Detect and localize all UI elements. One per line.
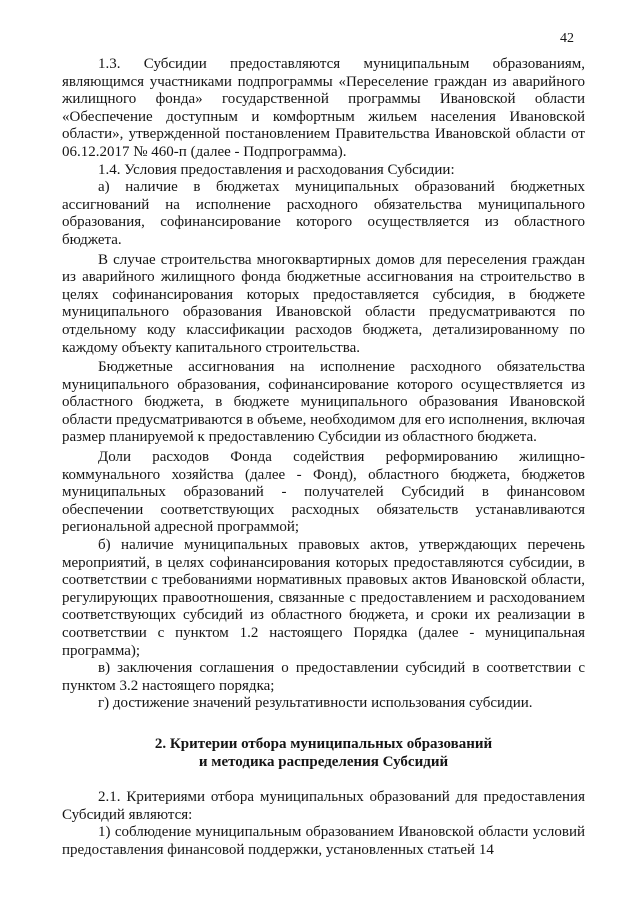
section-2-heading-line-1: 2. Критерии отбора муниципальных образований bbox=[154, 735, 493, 752]
paragraph-1-4-g: г) достижение значений результативности использования субсидии. bbox=[98, 695, 533, 712]
paragraph-budget-assignments: Бюджетные ассигнования на исполнение расходного обязательства муниципального образования, софинансирование которого осуществляется из областного бюджета, в бюджете муниципального образования Ивановской области предусматриваются в объеме, необходимом для его исполнения, включая размер планируемой к предоставлению Субсидии из областного бюджета. bbox=[62, 359, 585, 446]
paragraph-1-4: 1.4. Условия предоставления и расходования Субсидии: bbox=[98, 161, 455, 178]
page-number: 42 bbox=[560, 31, 574, 46]
paragraph-1-3: 1.3. Субсидии предоставляются муниципальным образованиям, являющимся участниками подпрограммы «Переселение граждан из аварийного жилищного фонда» государственной программы Ивановской области «Обеспечение доступным и комфортным жильем населения Ивановской области», утвержденной постановлением Правительства Ивановской области от 06.12.2017 № 460-п (далее - Подпрограмма). bbox=[62, 56, 585, 160]
section-2-heading-line-2: и методика распределения Субсидий bbox=[198, 753, 449, 770]
paragraph-2-1: 2.1. Критериями отбора муниципальных образований для предоставления Субсидий являются: bbox=[62, 788, 585, 823]
section-2-heading bbox=[62, 735, 585, 771]
paragraph-expense-shares: Доли расходов Фонда содействия реформированию жилищно-коммунального хозяйства (далее - Фонд), областного бюджета, бюджетов муниципальных образований - получателей Субсидий в финансовом обеспечении соответствующих расходных обязательств устанавливаются региональной адресной программой; bbox=[62, 449, 585, 536]
paragraph-1-4-v: в) заключения соглашения о предоставлении субсидий в соответствии с пунктом 3.2 настоящего порядка; bbox=[62, 660, 585, 694]
paragraph-1-4-a: а) наличие в бюджетах муниципальных образований бюджетных ассигнований на исполнение расходного обязательства муниципального образования, софинансирование которого осуществляется из областного бюджета. bbox=[62, 179, 585, 248]
paragraph-2-1-1: 1) соблюдение муниципальным образованием Ивановской области условий предоставления финансовой поддержки, установленных статьей 14 bbox=[62, 824, 585, 858]
paragraph-construction: В случае строительства многоквартирных домов для переселения граждан из аварийного жилищного фонда бюджетные ассигнования на строительство в целях софинансирования которых предоставляется субсидия, в бюджете муниципального образования Ивановской области предусматриваются по отдельному коду классификации расходов бюджета, детализированному по каждому объекту капитального строительства. bbox=[62, 251, 585, 356]
paragraph-1-4-b: б) наличие муниципальных правовых актов, утверждающих перечень мероприятий, в целях софинансирования которых предоставляются субсидии, в соответствии с требованиями нормативных правовых актов Ивановской области, регулирующих правоотношения, связанные с предоставлением и расходованием соответствующих субсидий из областного бюджета, и сроки их реализации в соответствии с пунктом 1.2 настоящего Порядка (далее - муниципальная программа); bbox=[62, 537, 585, 659]
